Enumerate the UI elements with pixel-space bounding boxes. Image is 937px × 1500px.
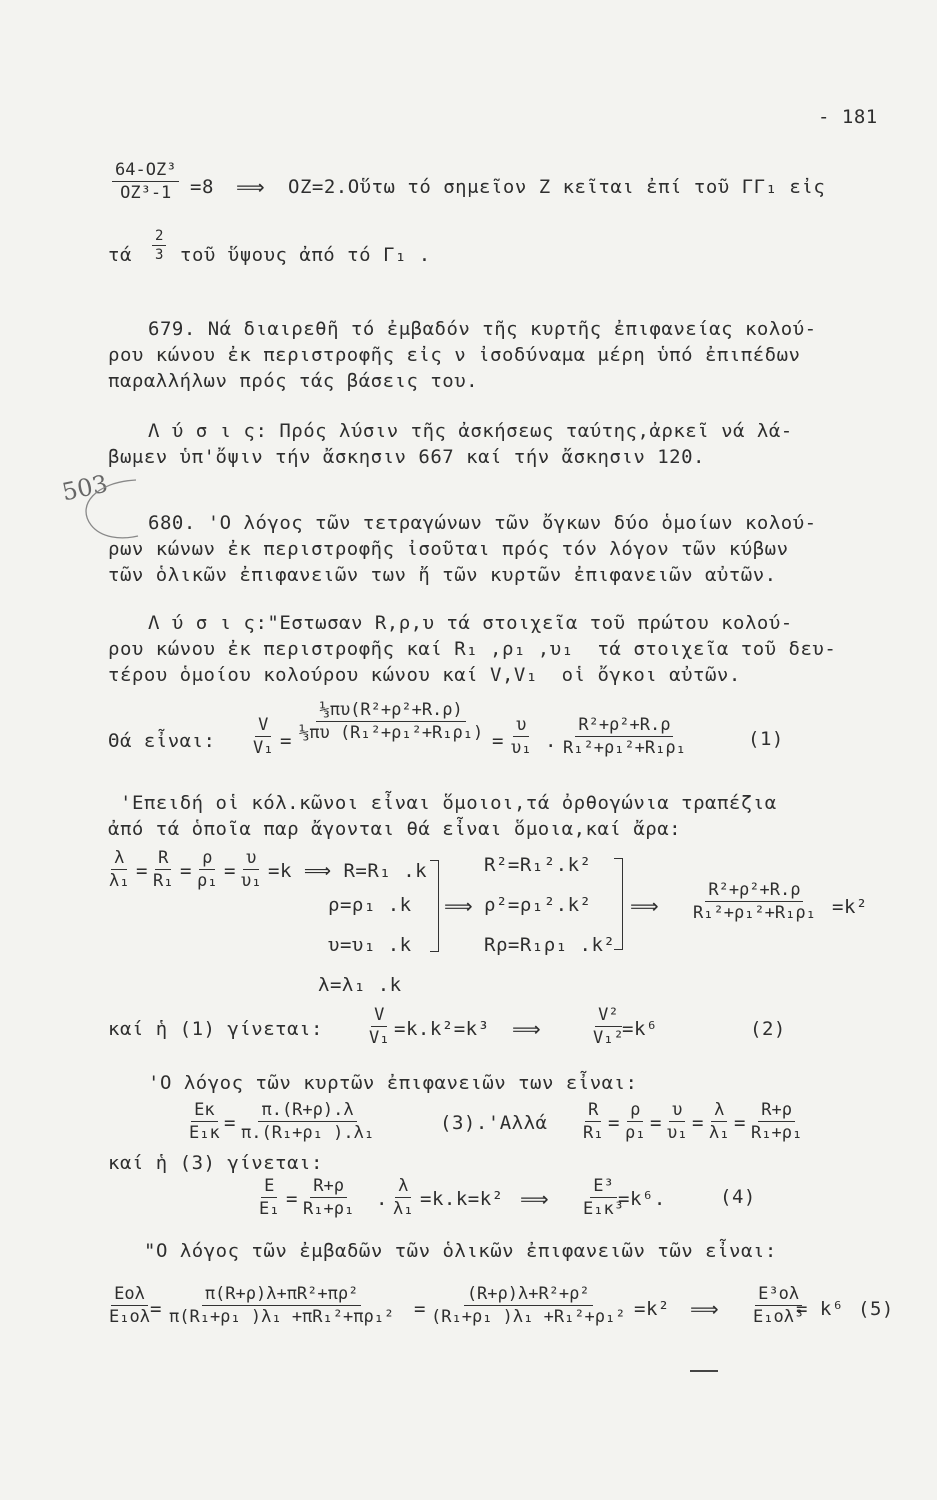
curved-mid-num: π.(R+ρ).λ [258,1100,356,1122]
eq5-lhs-den: E₁ολ [109,1307,150,1327]
eq2-num: V [371,1005,387,1027]
eq1-volume-fraction [296,700,486,743]
ratio-rho [194,848,220,891]
eq2-tag: (2) [750,1018,786,1040]
eq5-mid [166,1284,397,1327]
ratio-upsilon [238,848,264,891]
eq5-mid-den: π(R₁+ρ₁ )λ₁ +πR₁²+πρ₁² [169,1307,395,1327]
ratio-result-num: R²+ρ²+R.ρ [705,880,803,902]
curved-d-num: λ [711,1100,727,1122]
curved-eq: = [224,1112,236,1134]
ratio-rho-num: ρ [199,848,215,870]
curved-lhs-num: Eκ [191,1100,217,1122]
right-bracket-1 [430,860,439,952]
curved-b-den: ρ₁ [625,1123,646,1143]
eq5-tag: (5) [858,1298,894,1320]
eq4-f2 [300,1176,357,1219]
curved-lhs-den: E₁κ [189,1123,220,1143]
curved-a-den: R₁ [583,1123,604,1143]
eq2-rhs2: =k⁶ [622,1018,658,1040]
curved-eq-b: = [650,1112,662,1134]
eq2-rhs: =k.k²=k³ [394,1018,490,1040]
ratio-lambda [106,848,132,891]
eq5-simplified-num: (R+ρ)λ+R²+ρ² [464,1284,593,1306]
two-thirds-numerator: 2 [152,228,166,246]
ratio-eq-1: = [136,860,148,882]
page-number: - 181 [818,106,878,128]
eq4-d1: E₁ [259,1199,280,1219]
implies-arrow-2-icon: ⟹ [444,894,473,918]
ratio-lambda-num: λ [111,848,127,870]
ratio-upsilon-k: υ=υ₁ .k [328,934,412,956]
eq4-dot: . [376,1188,388,1210]
eq4-n3: λ [395,1176,411,1198]
curved-tag: (3).'Αλλά [440,1112,548,1134]
curved-c [664,1100,690,1143]
ratio-result-eq: =k² [832,896,868,918]
dash-mark [690,1370,718,1372]
curved-mid [238,1100,377,1143]
eq5-rhs: =k² [634,1298,670,1320]
ratio-result-den: R₁²+ρ₁²+R₁ρ₁ [693,903,816,923]
curved-a-num: R [585,1100,601,1122]
eq1-radius-den: R₁²+ρ₁²+R₁ρ₁ [563,738,686,758]
eq1-height-den: υ₁ [511,738,532,758]
eq4-f3 [390,1176,416,1219]
ratio-lambda-den: λ₁ [109,871,130,891]
eq4-d3: λ₁ [393,1199,414,1219]
ratio-R-num: R [155,848,171,870]
curved-d-den: λ₁ [709,1123,730,1143]
curved-lhs [186,1100,223,1143]
curved-b [622,1100,648,1143]
problem-679-line-2: ρου κώνου ἐκ περιστροφῆς εἰς ν ἰσοδύναμα μέρη ὑπό ἐπιπέδων [108,344,801,366]
two-thirds-denominator: 3 [155,247,164,263]
eq1-height-ratio [508,715,534,758]
margin-handwritten-note: 503 [59,469,111,507]
since-line-1: 'Επειδή οἱ κόλ.κῶνοι εἶναι ὅμοιοι,τά ὀρθογώνια τραπέζια [120,792,777,814]
eq1-eq-sign-1: = [280,730,292,752]
eq5-simplified-den: (R₁+ρ₁ )λ₁ +R₁²+ρ₁² [431,1307,626,1327]
ratio-upsilon-num: υ [243,848,259,870]
square-rho: ρ²=ρ₁².k² [484,894,592,916]
eq1-height-num: υ [513,715,529,737]
ratio-tail: =k ⟹ R=R₁ .k [268,860,428,882]
oz-fraction-denominator: OZ³-1 [120,183,172,203]
curved-intro: 'Ο λόγος τῶν κυρτῶν ἐπιφανειῶν των εἶναι: [148,1072,638,1094]
eq4-d2: R₁+ρ₁ [303,1199,355,1219]
eq4-n1: E [261,1176,277,1198]
solution-680-line-3: τέρου ὁμοίου κολούρου κώνου καί V,V₁ οἱ ὄγκοι αὐτῶν. [108,664,741,686]
eq5-eq-2: = [414,1298,426,1320]
product-R-rho: Rρ=R₁ρ₁ .k² [484,934,616,956]
eq2-lead: καί ἡ (1) γίνεται: [108,1018,323,1040]
ratio-eq-2: = [180,860,192,882]
two-thirds-fraction [152,228,166,263]
ratio-R [150,848,176,891]
eq5-simplified [428,1284,628,1327]
oz-equals: =8 [190,176,214,198]
eq1-volume-num: ⅓πυ(R²+ρ²+R.ρ) [316,700,465,722]
oz-result-text: OZ=2.Οὕτω τό σημεῖον Ζ κεῖται ἐπί τοῦ ΓΓ₁ εἰς [288,176,826,198]
implies-arrow-5-icon: ⟹ [520,1187,549,1211]
curved-c-den: υ₁ [667,1123,688,1143]
curved-eq-c: = [692,1112,704,1134]
curved-d [706,1100,732,1143]
eq5-lhs [106,1284,153,1327]
problem-680-line-2: ρων κώνων ἐκ περιστροφῆς ἰσοῦται πρός τόν λόγον τῶν κύβων [108,538,789,560]
ratio-eq-3: = [224,860,236,882]
eq1-lead: Θά εἶναι: [108,730,216,752]
ratio-result-fraction [690,880,819,923]
eq5-lhs-num: Eολ [111,1284,148,1306]
curved-e-num: R+ρ [758,1100,795,1122]
curved-e [748,1100,805,1143]
eq4-n4: E³ [590,1176,616,1198]
eq4-rhs: =k.k=k² [420,1188,504,1210]
eq1-radius-num: R²+ρ²+R.ρ [575,715,673,737]
eq4-f1 [256,1176,282,1219]
ratio-rho-k: ρ=ρ₁ .k [328,894,412,916]
eq1-lhs-den: V₁ [253,738,274,758]
height-text-a: τά [108,244,132,266]
solution-679-line-2: βωμεν ὑπ'ὄψιν τήν ἄσκησιν 667 καί τήν ἄσκησιν 120. [108,446,705,468]
eq4-tag: (4) [720,1186,756,1208]
problem-680-line-1: 680. 'Ο λόγος τῶν τετραγώνων τῶν ὄγκων δύο ὁμοίων κολού- [148,512,817,534]
eq4-d4: E₁κ³ [583,1199,624,1219]
eq1-lhs-num: V [255,715,271,737]
eq5-cubed-num: E³ολ [755,1284,802,1306]
curved-eq-a: = [608,1112,620,1134]
eq4-n2: R+ρ [310,1176,347,1198]
curved-eq-d: = [734,1112,746,1134]
eq1-volume-den: ⅓πυ (R₁²+ρ₁²+R₁ρ₁) [299,723,484,743]
curved-e-den: R₁+ρ₁ [751,1123,803,1143]
eq2-den2: V₁² [593,1028,624,1048]
ratio-R-den: R₁ [153,871,174,891]
solution-680-line-2: ρου κώνου ἐκ περιστροφῆς καί R₁ ,ρ₁ ,υ₁ τά στοιχεῖα τοῦ δευ- [108,638,837,660]
height-text-b: τοῦ ὕψους ἀπό τό Γ₁ . [180,244,431,266]
since-line-2: ἀπό τά ὁποῖα παρ ἄγονται θά εἶναι ὅμοια,καί ἄρα: [108,818,682,840]
ratio-lambda-k: λ=λ₁ .k [318,974,402,996]
eq5-mid-num: π(R+ρ)λ+πR²+πρ² [202,1284,362,1306]
eq1-eq-sign-2: = [492,730,504,752]
eq5-cubed-den: E₁ολ³ [753,1307,805,1327]
square-R: R²=R₁².k² [484,854,592,876]
curved-b-num: ρ [627,1100,643,1122]
curved-mid-den: π.(R₁+ρ₁ ).λ₁ [241,1123,375,1143]
solution-680-line-1: Λ ύ σ ι ς:"Εστωσαν R,ρ,υ τά στοιχεῖα τοῦ πρώτου κολού- [148,612,793,634]
solution-679-line-1: Λ ύ σ ι ς: Πρός λύσιν τῆς ἀσκήσεως ταύτης,ἀρκεῖ νά λά- [148,420,793,442]
eq4-lead: καί ἡ (3) γίνεται: [108,1152,323,1174]
problem-679-line-3: παραλλήλων πρός τάς βάσεις του. [108,370,479,392]
eq1-tag: (1) [748,728,784,750]
ratio-upsilon-den: υ₁ [241,871,262,891]
implies-arrow-icon: ⟹ [236,175,265,199]
eq2-num2: V² [595,1005,621,1027]
eq4-eq: = [286,1188,298,1210]
eq5-eq-1: = [150,1298,162,1320]
eq1-dot: . [545,730,557,752]
eq5-rhs2: = k⁶ [796,1298,844,1320]
curved-a [580,1100,606,1143]
eq2-volume-ratio [366,1005,392,1048]
problem-680-line-3: τῶν ὁλικῶν ἐπιφανειῶν των ἤ τῶν κυρτῶν ἐπιφανειῶν αὐτῶν. [108,564,777,586]
ratio-rho-den: ρ₁ [197,871,218,891]
eq1-lhs [250,715,276,758]
curved-c-num: υ [669,1100,685,1122]
oz-fraction [112,160,179,203]
implies-arrow-3-icon: ⟹ [630,894,659,918]
implies-arrow-4-icon: ⟹ [512,1017,541,1041]
implies-arrow-6-icon: ⟹ [690,1297,719,1321]
eq4-rhs2: =k⁶. [618,1188,666,1210]
eq1-radius-ratio [560,715,689,758]
oz-fraction-numerator: 64-OZ³ [112,160,179,182]
eq2-den: V₁ [369,1028,390,1048]
right-bracket-2 [614,858,623,950]
total-intro: "Ο λόγος τῶν ἐμβαδῶν τῶν ὁλικῶν ἐπιφανειῶν τῶν εἶναι: [144,1240,777,1262]
problem-679-line-1: 679. Νά διαιρεθῆ τό ἐμβαδόν τῆς κυρτῆς ἐπιφανείας κολού- [148,318,817,340]
